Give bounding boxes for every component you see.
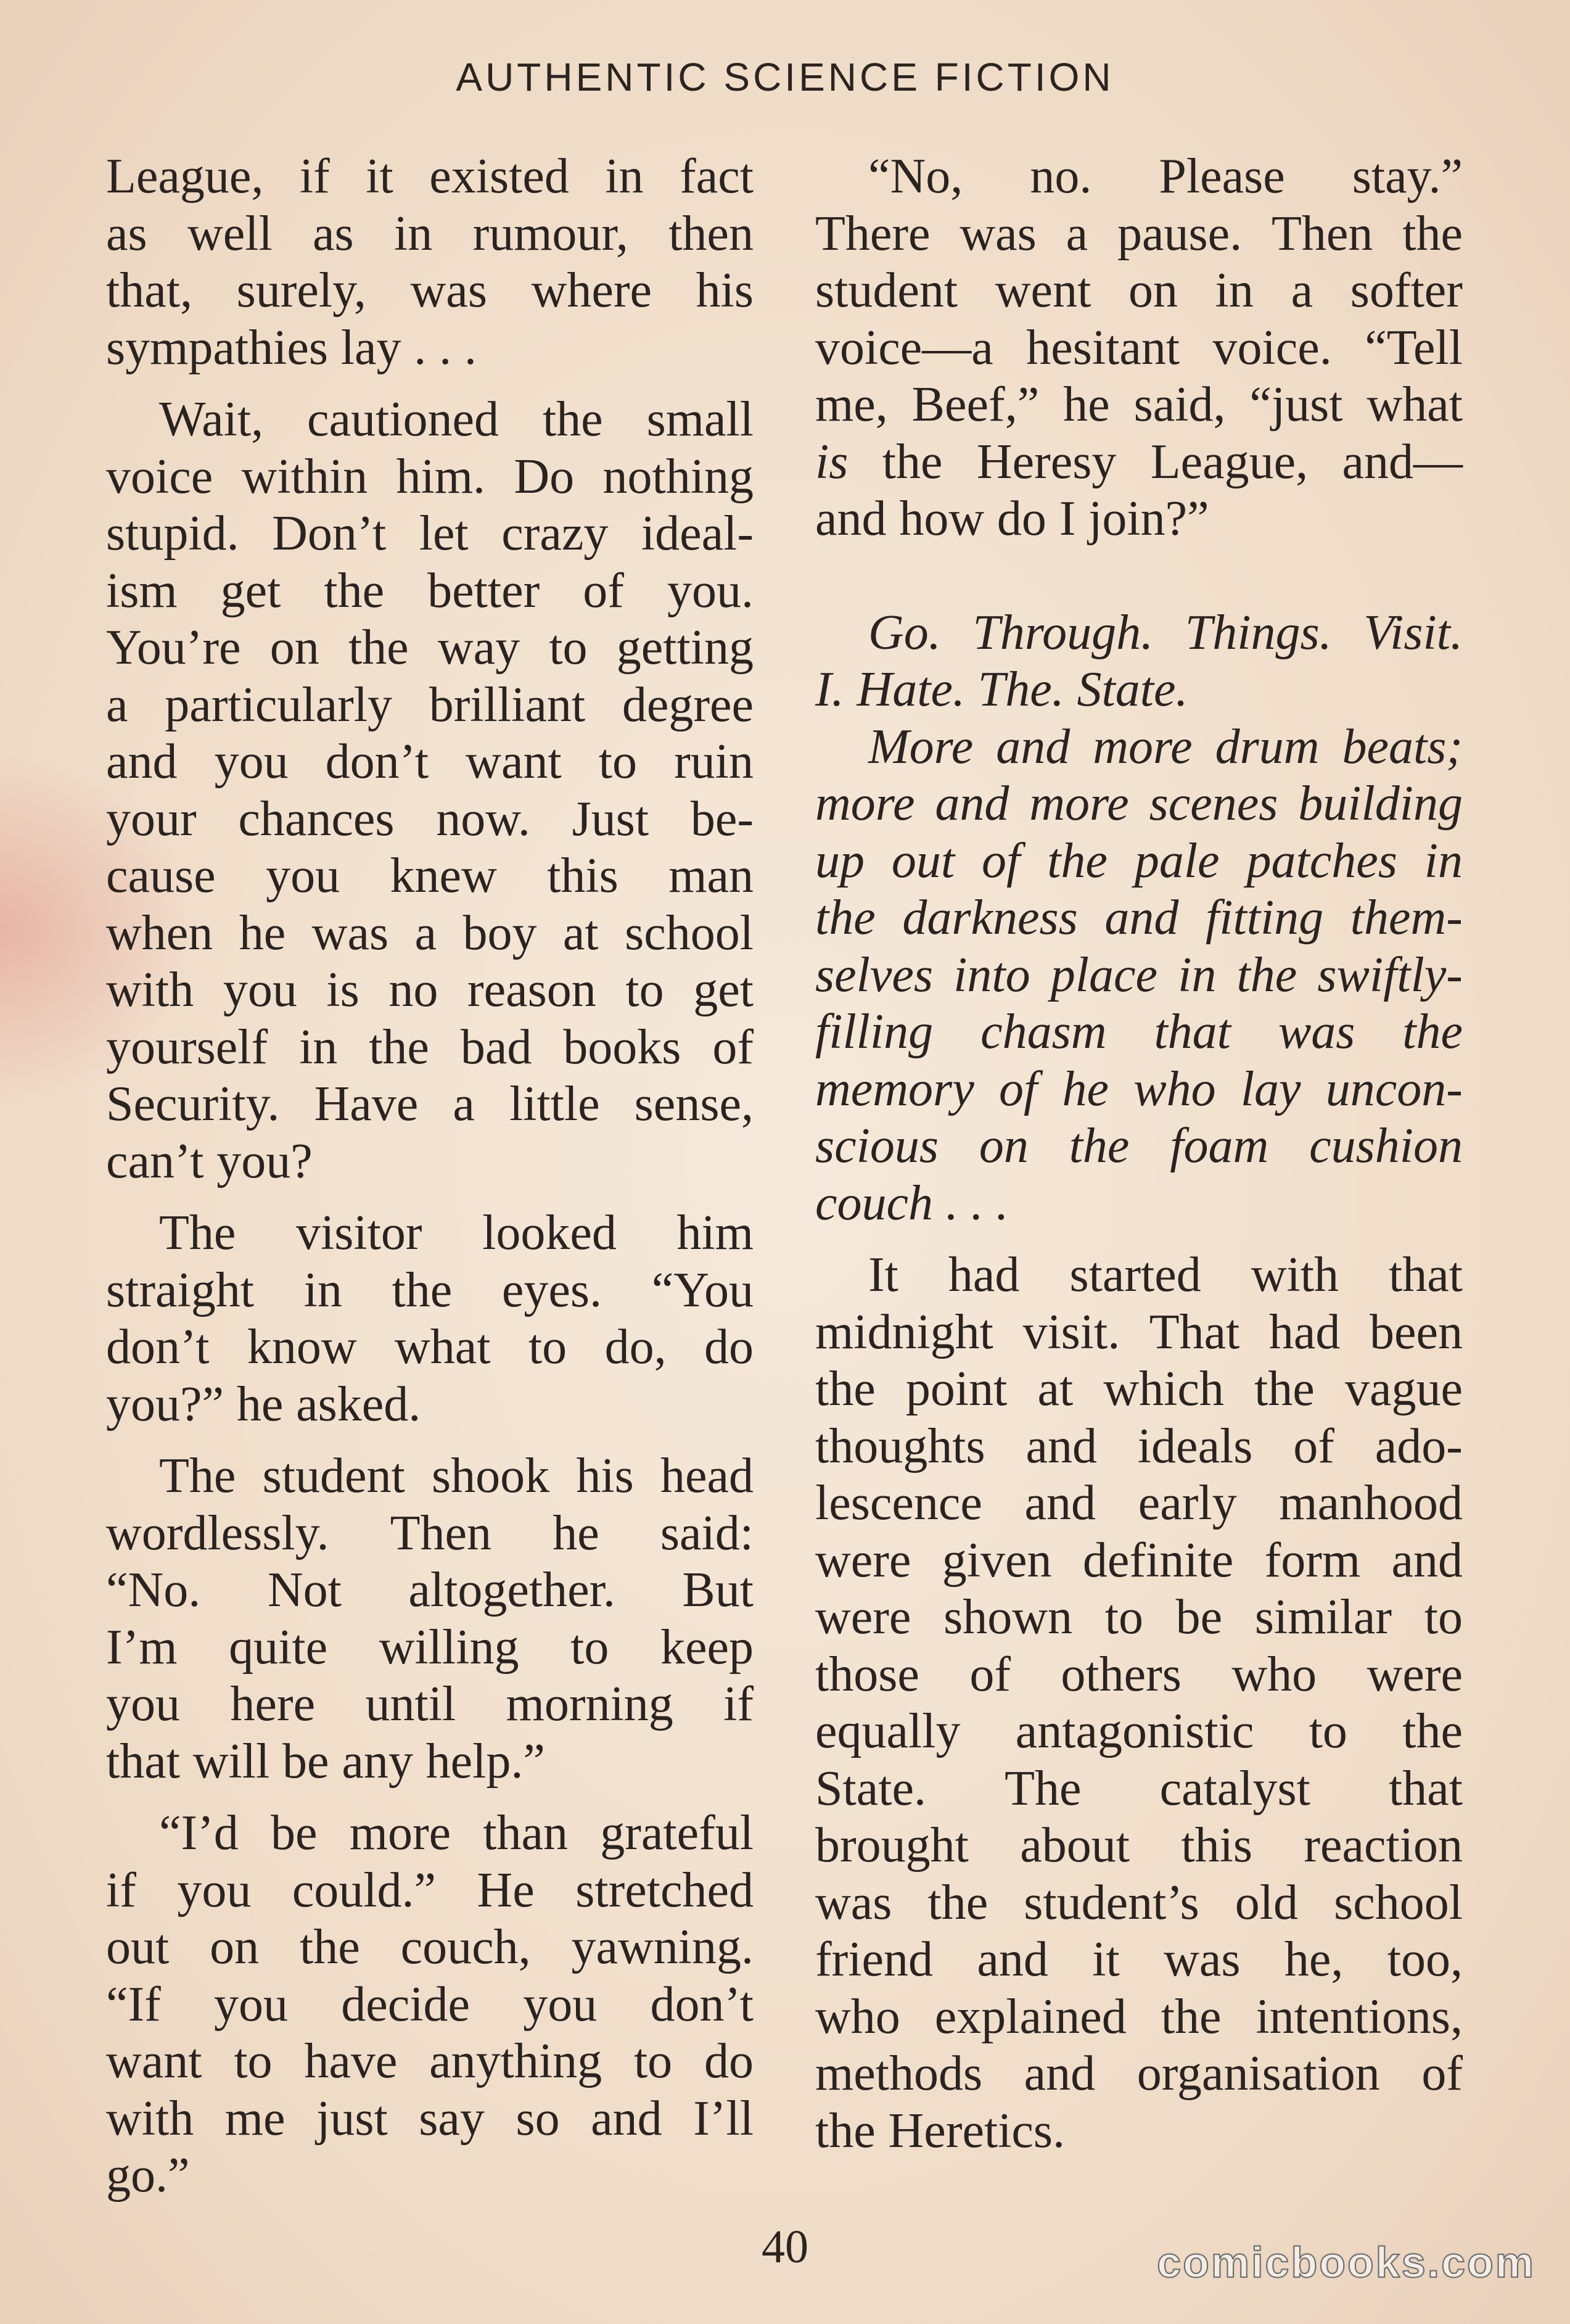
text-line: as well as in rumour, then [106, 206, 754, 261]
text-line: ism get the better of you. [106, 563, 754, 618]
text-line: There was a pause. Then the [815, 206, 1463, 261]
right-text-column [815, 148, 1463, 2159]
page-number: 40 [762, 2221, 808, 2273]
text-line: don’t know what to do, do [106, 1320, 754, 1374]
text-line: were given definite form and [815, 1533, 1463, 1588]
text-line: sympathies lay . . . [106, 320, 477, 375]
text-line: Go. Through. Things. Visit. [868, 605, 1463, 660]
running-header: AUTHENTIC SCIENCE FICTION [456, 55, 1114, 99]
text-line: the darkness and fitting them- [815, 891, 1463, 945]
text-line: your chances now. Just be- [106, 791, 754, 846]
text-line: me, Beef,” he said, “just what [815, 377, 1463, 432]
text-line: I’m quite willing to keep [106, 1620, 754, 1675]
text-line: More and more drum beats; [868, 719, 1463, 774]
left-text-column [106, 148, 754, 2204]
text-line: “If you decide you don’t [106, 1977, 754, 2032]
text-line: methods and organisation of [815, 2046, 1463, 2101]
text-line: who explained the intentions, [815, 1989, 1463, 2044]
text-line: filling chasm that was the [815, 1005, 1463, 1059]
text-line: up out of the pale patches in [815, 833, 1463, 888]
text-line: yourself in the bad books of [106, 1020, 754, 1074]
text-line: The student shook his head [159, 1449, 754, 1503]
text-line: you?” he asked. [106, 1377, 421, 1432]
text-line: more and more scenes building [815, 777, 1463, 831]
text-line: is the Heresy League, and— [815, 434, 1463, 489]
text-line: those of others who were [815, 1647, 1463, 1702]
paragraph-gap [106, 1190, 754, 1205]
text-line: “No. Not altogether. But [106, 1563, 754, 1617]
watermark: comicbooks.com [1157, 2238, 1535, 2286]
text-line: you here until morning if [106, 1677, 754, 1731]
text-line: selves into place in the swiftly- [815, 947, 1463, 1002]
text-line: midnight visit. That had been [815, 1304, 1463, 1359]
paragraph-gap [106, 1790, 754, 1805]
text-line: I. Hate. The. State. [815, 662, 1188, 717]
text-line: equally antagonistic to the [815, 1704, 1463, 1758]
text-line: memory of he who lay uncon- [815, 1061, 1463, 1116]
text-line: the Heretics. [815, 2103, 1066, 2158]
text-line: when he was a boy at school [106, 905, 754, 960]
text-line: student went on in a softer [815, 263, 1463, 318]
text-line: League, if it existed in fact [106, 149, 754, 204]
paragraph-gap [815, 1232, 1463, 1246]
text-line: lescence and early manhood [815, 1476, 1463, 1530]
text-line: Security. Have a little sense, [106, 1077, 754, 1131]
text-line: go.” [106, 2148, 190, 2202]
text-line: straight in the eyes. “You [106, 1263, 754, 1317]
text-line: a particularly brilliant degree [106, 677, 754, 732]
text-line: cause you knew this man [106, 849, 754, 903]
text-line: wordlessly. Then he said: [106, 1506, 754, 1560]
text-line: friend and it was he, too, [815, 1932, 1463, 1987]
text-line: voice—a hesitant voice. “Tell [815, 320, 1463, 375]
paragraph-gap [815, 548, 1463, 604]
text-line: was the student’s old school [815, 1875, 1463, 1930]
text-line: that will be any help.” [106, 1734, 545, 1789]
text-line: the point at which the vague [815, 1362, 1463, 1416]
text-line: “No, no. Please stay.” [868, 149, 1463, 204]
text-line: out on the couch, yawning. [106, 1920, 754, 1974]
text-line: and you don’t want to ruin [106, 735, 754, 789]
text-line: couch . . . [815, 1176, 1009, 1230]
text-line: want to have anything to do [106, 2034, 754, 2088]
paragraph-gap [106, 1433, 754, 1448]
text-line: “I’d be more than grateful [159, 1806, 754, 1860]
text-line: with you is no reason to get [106, 963, 754, 1017]
text-line: Wait, cautioned the small [159, 392, 754, 447]
text-line: voice within him. Do nothing [106, 449, 754, 504]
text-line: You’re on the way to getting [106, 620, 754, 675]
paragraph-gap [106, 376, 754, 391]
text-line: with me just say so and I’ll [106, 2091, 754, 2146]
text-line: that, surely, was where his [106, 263, 754, 318]
text-line: were shown to be similar to [815, 1590, 1463, 1644]
text-line: stupid. Don’t let crazy ideal- [106, 506, 754, 561]
text-line: if you could.” He stretched [106, 1863, 754, 1918]
text-line: The visitor looked him [159, 1206, 754, 1260]
text-line: can’t you? [106, 1134, 313, 1189]
text-line: and how do I join?” [815, 492, 1209, 546]
text-line: State. The catalyst that [815, 1761, 1463, 1816]
text-line: brought about this reaction [815, 1818, 1463, 1873]
text-line: scious on the foam cushion [815, 1119, 1463, 1173]
text-line: It had started with that [868, 1248, 1463, 1302]
text-line: thoughts and ideals of ado- [815, 1419, 1463, 1473]
